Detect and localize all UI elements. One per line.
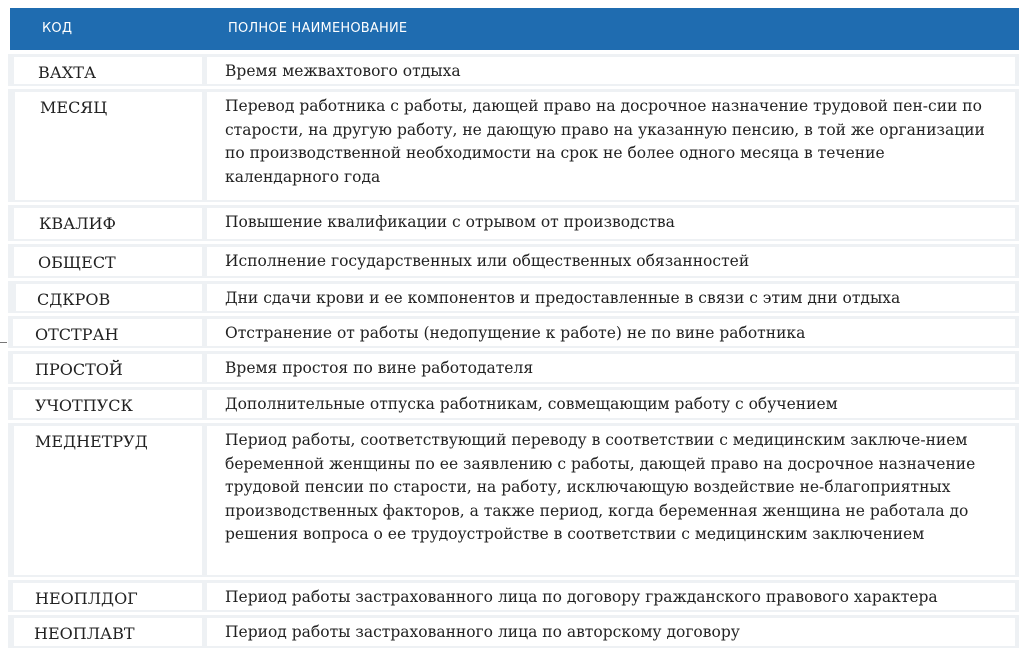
row-name: Время межвахтового отдыха xyxy=(225,62,461,80)
row-name: Перевод работника с работы, дающей право на досрочное назначение трудовой пен-сии по старости, на другую работу, не дающую право на указанную пенсию, в той же организации по производственной необходимости на срок не более одного месяца в течение календарного года xyxy=(225,97,985,186)
row-name: Дополнительные отпуска работникам, совмещающим работу с обучением xyxy=(225,395,838,413)
row-name: Период работы застрахованного лица по авторскому договору xyxy=(225,623,740,641)
row-name: Период работы застрахованного лица по договору гражданского правового характера xyxy=(225,588,938,606)
row-name: Время простоя по вине работодателя xyxy=(225,359,534,377)
header-name: ПОЛНОЕ НАИМЕНОВАНИЕ xyxy=(228,21,408,36)
margin-mark xyxy=(0,342,7,343)
row-code: УЧОТПУСК xyxy=(35,396,133,415)
row-code: СДКРОВ xyxy=(37,290,111,309)
row-name: Период работы, соответствующий переводу в соответствии с медицинским заключе-нием беременной женщины по ее заявлению с работы, дающей право на досрочное назначение трудовой пенсии по старости, на работу, исключающую воздействие не-благоприятных производственных факторов, а также период, когда беременная женщина не работала до решения вопроса о ее трудоустройстве в соответствии с медицинским заключением xyxy=(225,431,976,543)
row-code: МЕСЯЦ xyxy=(40,98,108,117)
table-header xyxy=(10,8,1019,50)
row-code: ОТСТРАН xyxy=(35,325,119,344)
row-code: НЕОПЛДОГ xyxy=(35,589,138,608)
row-code: КВАЛИФ xyxy=(39,214,116,233)
row-name: Дни сдачи крови и ее компонентов и предоставленные в связи с этим дни отдыха xyxy=(225,289,901,307)
row-name: Повышение квалификации с отрывом от производства xyxy=(225,213,675,231)
row-code: МЕДНЕТРУД xyxy=(35,432,148,451)
header-code: КОД xyxy=(42,21,73,36)
row-name: Исполнение государственных или общественных обязанностей xyxy=(225,252,750,270)
row-name: Отстранение от работы (недопущение к работе) не по вине работника xyxy=(225,324,806,342)
row-code: НЕОПЛАВТ xyxy=(34,624,135,643)
row-code: ОБЩЕСТ xyxy=(38,253,116,272)
row-code: ВАХТА xyxy=(38,63,97,82)
row-code: ПРОСТОЙ xyxy=(35,360,123,379)
